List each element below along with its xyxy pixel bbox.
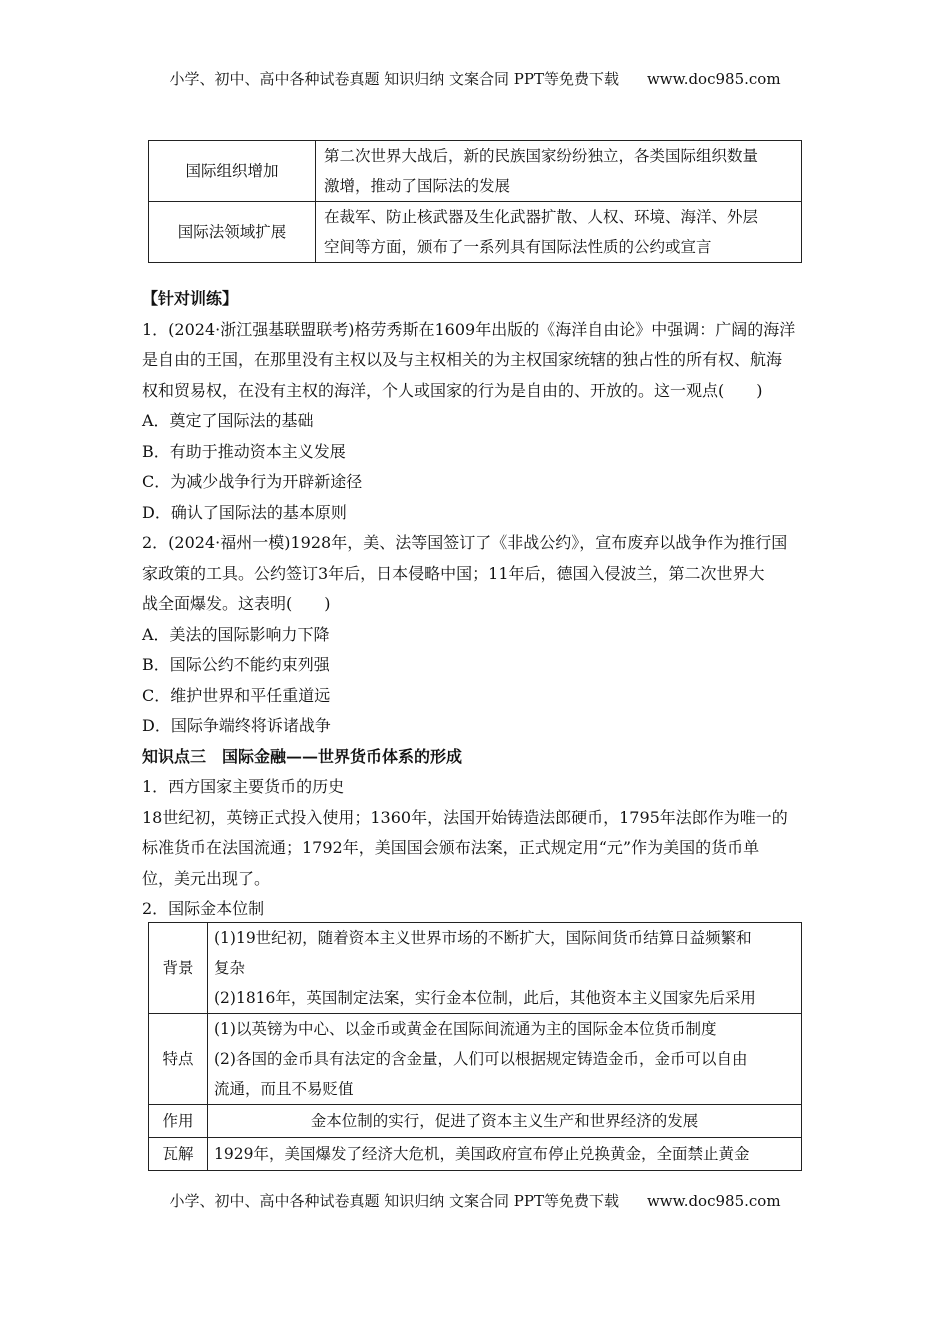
table-key-cell: 国际法领域扩展 bbox=[149, 202, 316, 263]
subsection-title: 1．西方国家主要货币的历史 bbox=[142, 777, 345, 796]
question-line: 2．(2024·福州一模)1928年，美、法等国签订了《非战公约》，宣布废弃以战争作为推行国 bbox=[142, 533, 788, 552]
question-line: 是自由的王国，在那里没有主权以及与主权相关的为主权国家统辖的独占性的所有权、航海 bbox=[142, 350, 783, 369]
page-header bbox=[0, 68, 950, 89]
table-value-cell bbox=[316, 141, 802, 202]
table-key-cell: 作用 bbox=[149, 1105, 208, 1138]
table-value-cell bbox=[316, 202, 802, 263]
question-line: 权和贸易权，在没有主权的海洋，个人或国家的行为是自由的、开放的。这一观点( ) bbox=[142, 380, 763, 400]
table-key-cell: 瓦解 bbox=[149, 1138, 208, 1171]
header-site-link[interactable]: www.doc985.com bbox=[646, 70, 781, 88]
cell-line: 在裁军、防止核武器及生化武器扩散、人权、环境、海洋、外层 bbox=[324, 208, 759, 226]
table-row bbox=[149, 923, 802, 1014]
main-content bbox=[142, 284, 810, 925]
option-c[interactable]: C．维护世界和平任重道远 bbox=[142, 685, 331, 705]
cell-line: 复杂 bbox=[214, 959, 246, 977]
training-title: 【针对训练】 bbox=[142, 289, 239, 308]
table-value-cell bbox=[208, 1014, 802, 1105]
cell-line: 激增，推动了国际法的发展 bbox=[324, 177, 511, 195]
paragraph-line: 18世纪初，英镑正式投入使用；1360年，法国开始铸造法郎硬币，1795年法郎作为唯一的 bbox=[142, 807, 788, 827]
cell-line: (1)19世纪初，随着资本主义世界市场的不断扩大，国际间货币结算日益频繁和 bbox=[214, 929, 752, 947]
international-law-table bbox=[148, 140, 802, 263]
cell-line: (2)1816年，英国制定法案，实行金本位制，此后，其他资本主义国家先后采用 bbox=[214, 989, 756, 1007]
footer-text: 小学、初中、高中各种试卷真题 知识归纳 文案合同 PPT等免费下载 bbox=[169, 1192, 619, 1210]
table-key-cell: 背景 bbox=[149, 923, 208, 1014]
table-value-cell bbox=[208, 923, 802, 1014]
cell-line: 第二次世界大战后，新的民族国家纷纷独立，各类国际组织数量 bbox=[324, 147, 759, 165]
section-title: 知识点三 国际金融——世界货币体系的形成 bbox=[142, 746, 463, 766]
subsection-title: 2．国际金本位制 bbox=[142, 899, 265, 918]
question-line: 家政策的工具。公约签订3年后，日本侵略中国；11年后，德国入侵波兰，第二次世界大 bbox=[142, 563, 765, 583]
question-2 bbox=[142, 528, 810, 742]
question-line: 1．(2024·浙江强基联盟联考)格劳秀斯在1609年出版的《海洋自由论》中强调：广阔的海洋 bbox=[142, 319, 796, 339]
gold-standard-table bbox=[148, 922, 802, 1171]
option-d[interactable]: D．确认了国际法的基本原则 bbox=[142, 502, 347, 522]
cell-line: (2)各国的金币具有法定的含金量，人们可以根据规定铸造金币，金币可以自由 bbox=[214, 1050, 748, 1068]
page-footer bbox=[0, 1190, 950, 1211]
table-row bbox=[149, 1105, 802, 1138]
question-line: 战全面爆发。这表明( ) bbox=[142, 594, 331, 613]
table-row bbox=[149, 1138, 802, 1171]
option-b[interactable]: B．有助于推动资本主义发展 bbox=[142, 441, 346, 461]
table-key-cell: 国际组织增加 bbox=[149, 141, 316, 202]
table-row bbox=[149, 202, 802, 263]
paragraph-line: 位，美元出现了。 bbox=[142, 868, 271, 888]
footer-site-link[interactable]: www.doc985.com bbox=[646, 1192, 781, 1210]
cell-line: 流通，而且不易贬值 bbox=[214, 1080, 354, 1098]
header-text: 小学、初中、高中各种试卷真题 知识归纳 文案合同 PPT等免费下载 bbox=[169, 70, 619, 88]
option-d[interactable]: D．国际争端终将诉诸战争 bbox=[142, 716, 331, 735]
option-b[interactable]: B．国际公约不能约束列强 bbox=[142, 655, 330, 674]
cell-line: 空间等方面，颁布了一系列具有国际法性质的公约或宣言 bbox=[324, 238, 712, 256]
option-c[interactable]: C．为减少战争行为开辟新途径 bbox=[142, 472, 363, 491]
table-value-cell: 金本位制的实行，促进了资本主义生产和世界经济的发展 bbox=[208, 1105, 802, 1138]
option-a[interactable]: A．奠定了国际法的基础 bbox=[142, 411, 314, 430]
question-1 bbox=[142, 315, 810, 529]
table-value-cell: 1929年，美国爆发了经济大危机，美国政府宣布停止兑换黄金，全面禁止黄金 bbox=[208, 1138, 802, 1171]
paragraph-line: 标准货币在法国流通；1792年，美国国会颁布法案，正式规定用“元”作为美国的货币单 bbox=[142, 838, 760, 857]
table-row bbox=[149, 1014, 802, 1105]
table-key-cell: 特点 bbox=[149, 1014, 208, 1105]
cell-line: (1)以英镑为中心、以金币或黄金在国际间流通为主的国际金本位货币制度 bbox=[214, 1020, 717, 1038]
option-a[interactable]: A．美法的国际影响力下降 bbox=[142, 624, 330, 644]
table-row bbox=[149, 141, 802, 202]
